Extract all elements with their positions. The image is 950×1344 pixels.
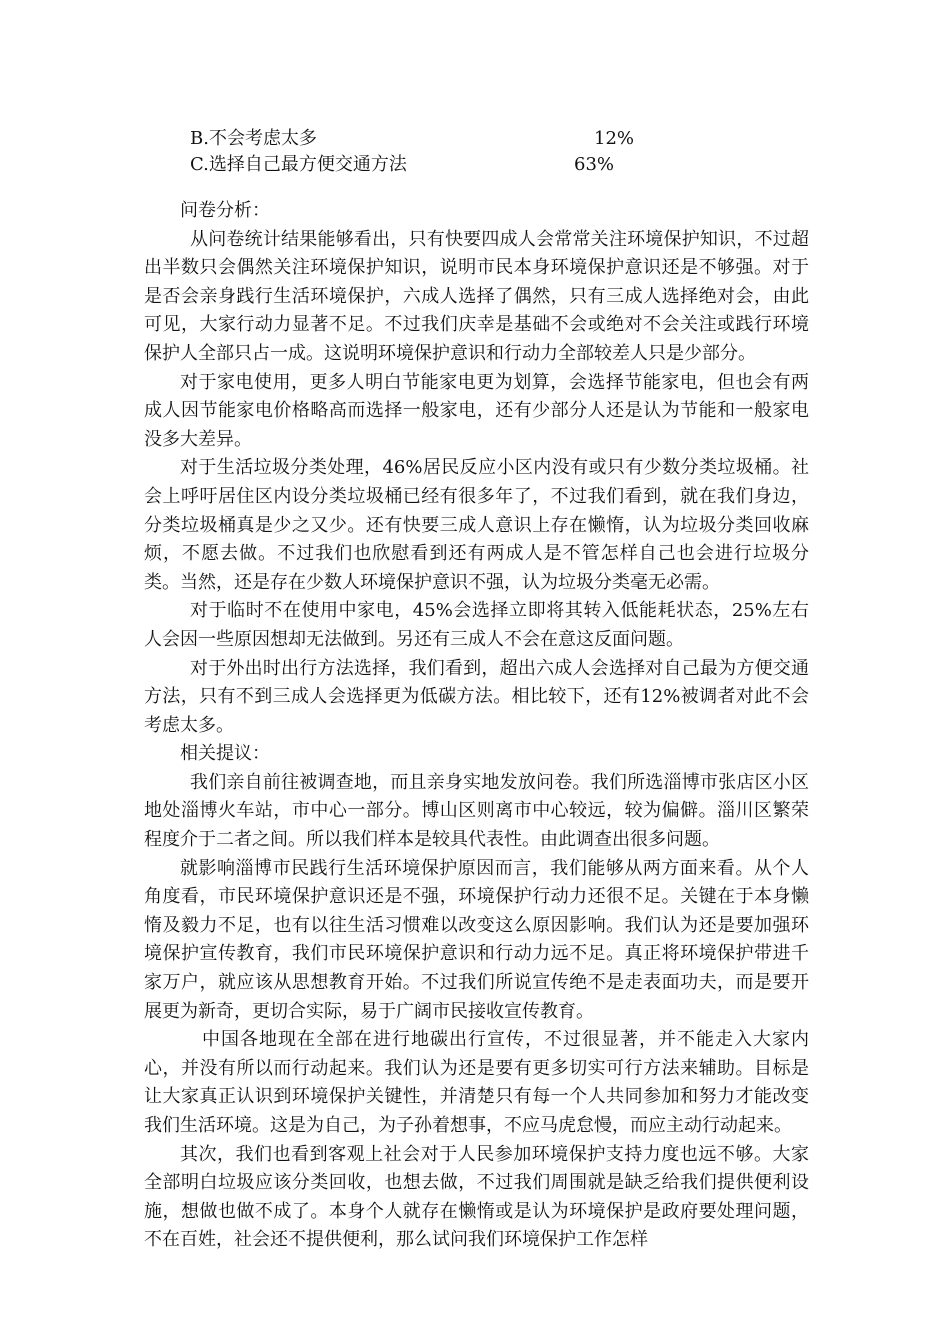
option-c: [190, 152, 710, 178]
option-b-percent: 12%: [594, 128, 635, 149]
document-body: [144, 197, 809, 1255]
paragraph: 就影响淄博市民践行生活环境保护原因而言，我们能够从两方面来看。从个人角度看，市民环境保护意识还是不强，环境保护行动力还很不足。关键在于本身懒惰及毅力不足，也有以往生活习惯难以改变这么原因影响。我们认为还是要加强环境保护宣传教育，我们市民环境保护意识和行动力远不足。真正将环境保护带进千家万户，就应该从思想教育开始。不过我们所说宣传绝不是走表面功夫，而是要开展更为新奇，更切合实际，易于广阔市民接收宣传教育。: [144, 857, 809, 1022]
paragraph: 对于外出时出行方法选择，我们看到，超出六成人会选择对自己最为方便交通方法，只有不到三成人会选择更为低碳方法。相比较下，还有12%被调者对此不会考虑太多。: [144, 657, 809, 736]
paragraph: 对于家电使用，更多人明白节能家电更为划算，会选择节能家电，但也会有两成人因节能家电价格略高而选择一般家电，还有少部分人还是认为节能和一般家电没多大差异。: [144, 371, 809, 450]
paragraph: 对于生活垃圾分类处理，46%居民反应小区内没有或只有少数分类垃圾桶。社会上呼吁居住区内设分类垃圾桶已经有很多年了，不过我们看到，就在我们身边，分类垃圾桶真是少之又少。还有快要三成人意识上存在懒惰，认为垃圾分类回收麻烦，不愿去做。不过我们也欣慰看到还有两成人是不管怎样自己也会进行垃圾分类。当然，还是存在少数人环境保护意识不强，认为垃圾分类毫无必需。: [144, 457, 809, 593]
suggestions-heading: 相关提议：: [180, 743, 270, 765]
paragraph: 从问卷统计结果能够看出，只有快要四成人会常常关注环境保护知识，不过超出半数只会偶然关注环境保护知识，说明市民本身环境保护意识还是不够强。对于是否会亲身践行生活环境保护，六成人选择了偶然，只有三成人选择绝对会，由此可见，大家行动力显著不足。不过我们庆幸是基础不会或绝对不会关注或践行环境保护人全部只占一成。这说明环境保护意识和行动力全部较差人只是少部分。: [144, 228, 809, 364]
paragraph: 中国各地现在全部在进行地碳出行宣传，不过很显著，并不能走入大家内心，并没有所以而行动起来。我们认为还是要有更多切实可行方法来辅助。目标是让大家真正认识到环境保护关键性，并清楚只有每一个人共同参加和努力才能改变我们生活环境。这是为自己，为子孙着想事，不应马虎怠慢，而应主动行动起来。: [144, 1029, 809, 1136]
survey-analysis-heading: 问卷分析：: [180, 200, 270, 221]
option-b: [190, 126, 710, 152]
option-c-percent: 63%: [574, 154, 615, 175]
paragraph: 我们亲自前往被调查地，而且亲身实地发放问卷。我们所选淄博市张店区小区地处淄博火车站，市中心一部分。博山区则离市中心较远，较为偏僻。淄川区繁荣程度介于二者之间。所以我们样本是较具代表性。由此调查出很多问题。: [144, 771, 809, 851]
paragraph: 其次，我们也看到客观上社会对于人民参加环境保护支持力度也远不够。大家全部明白垃圾应该分类回收，也想去做，不过我们周围就是缺乏给我们提供便利设施，想做也做不成了。本身个人就存在懒惰或是认为环境保护是政府要处理问题，不在百姓，社会还不提供便利，那么试问我们环境保护工作怎样: [144, 1143, 809, 1251]
survey-options: [190, 126, 710, 178]
option-c-label: C.选择自己最方便交通方法: [190, 154, 407, 175]
option-b-label: B.不会考虑太多: [190, 128, 317, 149]
paragraph: 对于临时不在使用中家电，45%会选择立即将其转入低能耗状态，25%左右人会因一些原因想却无法做到。另还有三成人不会在意这反面问题。: [144, 600, 809, 650]
